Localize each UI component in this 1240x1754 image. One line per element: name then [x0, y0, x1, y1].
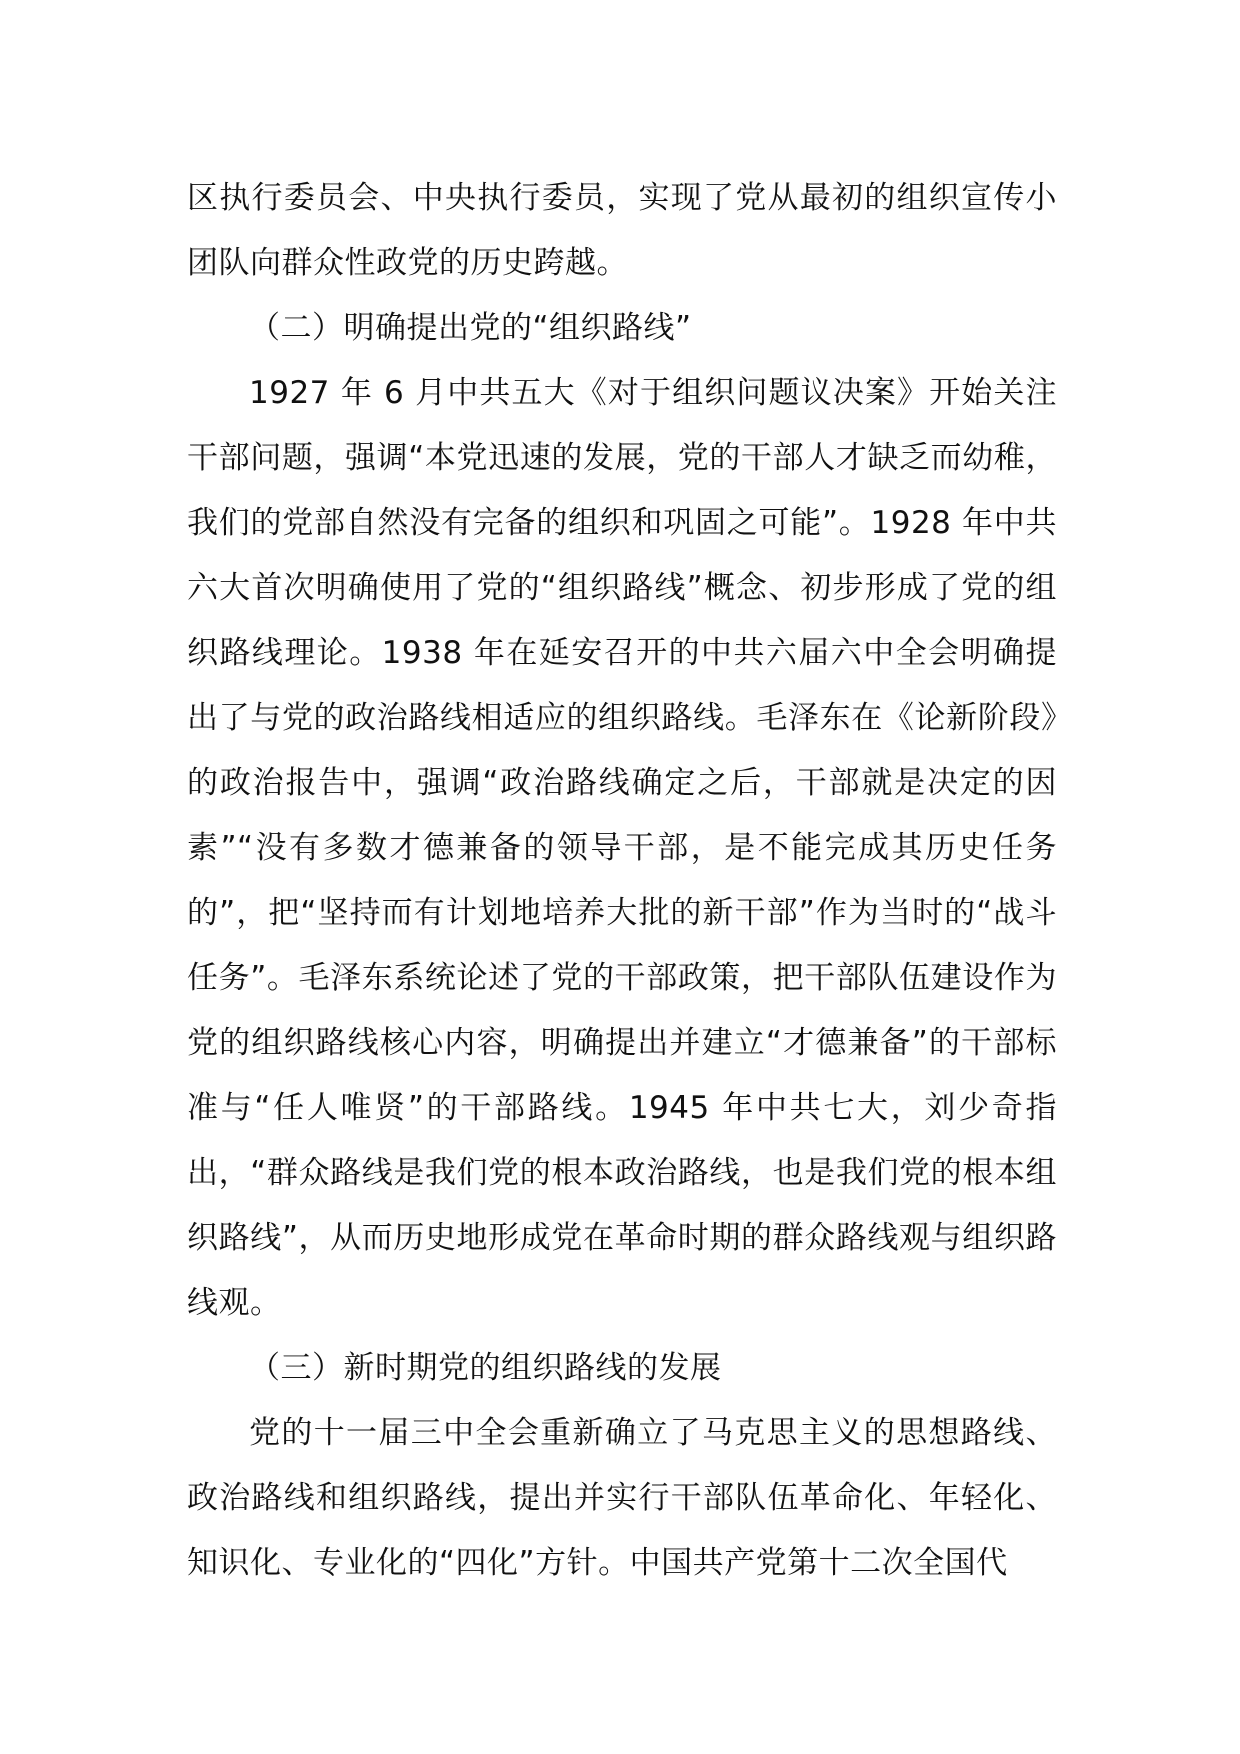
paragraph-new-era-development: 党的十一届三中全会重新确立了马克思主义的思想路线、政治路线和组织路线，提出并实行干部队伍革命化、年轻化、知识化、专业化的“四化”方针。中国共产党第十二次全国代: [187, 1415, 1057, 1581]
section-heading-3: （三）新时期党的组织路线的发展: [249, 1350, 722, 1386]
document-body: [187, 166, 1057, 1596]
section-heading-2: （二）明确提出党的“组织路线”: [249, 310, 692, 346]
paragraph-continuation: 区执行委员会、中央执行委员，实现了党从最初的组织宣传小团队向群众性政党的历史跨越。: [187, 180, 1057, 281]
paragraph-organizational-line-history: 1927 年 6 月中共五大《对于组织问题议决案》开始关注干部问题，强调“本党迅速的发展，党的干部人才缺乏而幼稚，我们的党部自然没有完备的组织和巩固之可能”。1928 年中共六大首次明确使用了党的“组织路线”概念、初步形成了党的组织路线理论。1938 年在延安召开的中共六届六中全会明确提出了与党的政治路线相适应的组织路线。毛泽东在《论新阶段》的政治报告中，强调“政治路线确定之后，干部就是决定的因素”“没有多数才德兼备的领导干部，是不能完成其历史任务的”，把“坚持而有计划地培养大批的新干部”作为当时的“战斗任务”。毛泽东系统论述了党的干部政策，把干部队伍建设作为党的组织路线核心内容，明确提出并建立“才德兼备”的干部标准与“任人唯贤”的干部路线。1945 年中共七大，刘少奇指出，“群众路线是我们党的根本政治路线，也是我们党的根本组织路线”，从而历史地形成党在革命时期的群众路线观与组织路线观。: [187, 375, 1057, 1321]
